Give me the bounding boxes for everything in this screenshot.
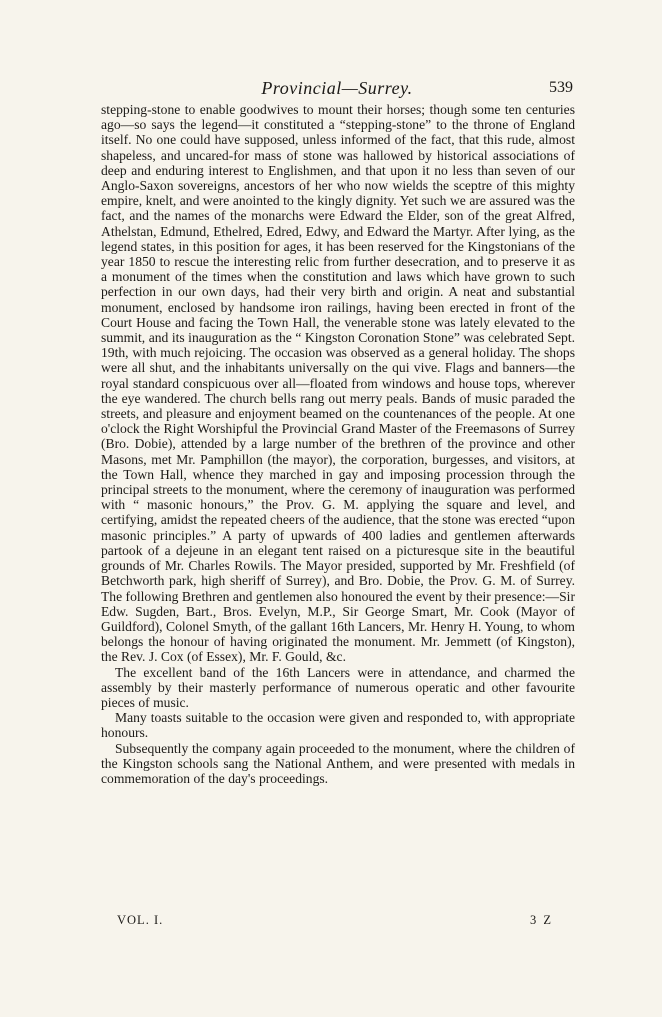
paragraph-band: The excellent band of the 16th Lancers were in attendance, and charmed the assembly by their masterly performance of numerous operatic and other favourite pieces of music. [101, 664, 575, 710]
volume-label: VOL. I. [117, 913, 164, 927]
paragraph-toasts: Many toasts suitable to the occasion were given and responded to, with appropriate honours. [101, 710, 575, 741]
paragraph-proceedings: Subsequently the company again proceeded to the monument, where the children of the Kingston schools sang the National Anthem, and were presented with medals in commemoration of the day's proceedings. [101, 740, 575, 786]
running-header [101, 78, 573, 100]
signature-mark: 3 Z [529, 913, 553, 927]
page-footer [117, 913, 553, 931]
paragraph-main: stepping-stone to enable goodwives to mount their horses; though some ten centuries ago—so says the legend—it constituted a “stepping-stone” to the throne of England itself. No one could have supposed, unless informed of the fact, that this rude, almost shapeless, and uncared-for mass of stone was hallowed by historical associations of deep and enduring interest to Englishmen, and that upon it no less than seven of our Anglo-Saxon sovereigns, ancestors of her who now wields the sceptre of this mighty empire, knelt, and were anointed to the kingly dignity. Yet such we are assured was the fact, and the names of the monarchs were Edward the Elder, son of the great Alfred, Athelstan, Edmund, Ethelred, Edred, Edwy, and Edward the Martyr. After lying, as the legend states, in this position for ages, it has been reserved for the Kingstonians of the year 1850 to rescue the interesting relic from further desecration, and to preserve it as a monument of the times when the constitution and laws which have grown to such perfection in our own days, had their very birth and origin. A neat and substantial monument, enclosed by handsome iron railings, having been erected in front of the Court House and facing the Town Hall, the venerable stone was lately elevated to the summit, and its inauguration as the “ Kingston Coronation Stone” was celebrated Sept. 19th, with much rejoicing. The occasion was observed as a general holiday. The shops were all shut, and the inhabitants universally on the qui vive. Flags and banners—the royal standard conspicuous over all—floated from windows and house tops, wherever the eye wandered. The church bells rang out merry peals. Bands of music paraded the streets, and pleasure and enjoyment beamed on the countenances of the people. At one o'clock the Right Worshipful the Provincial Grand Master of the Freemasons of Surrey (Bro. Dobie), attended by a large number of the brethren of the province and other Masons, met Mr. Pamphillon (the mayor), the corporation, burgesses, and visitors, at the Town Hall, whence they marched in gay and imposing procession through the principal streets to the monument, where the ceremony of inauguration was performed with “ masonic honours,” the Prov. G. M. applying the square and level, and certifying, amidst the repeated cheers of the audience, that the stone was erected “upon masonic principles.” A party of upwards of 400 ladies and gentlemen afterwards partook of a dejeune in an elegant tent raised on a picturesque site in the beautiful grounds of Mr. Charles Rowils. The Mayor presided, supported by Mr. Freshfield (of Betchworth park, high sheriff of Surrey), and Bro. Dobie, the Prov. G. M. of Surrey. The following Brethren and gentlemen also honoured the event by their presence:—Sir Edw. Sugden, Bart., Bros. Evelyn, M.P., Sir George Smart, Mr. Cook (Mayor of Guildford), Colonel Smyth, of the gallant 16th Lancers, Mr. Henry H. Young, to whom belongs the honour of having originated the monument. Mr. Jemmett (of Kingston), the Rev. J. Cox (of Essex), Mr. F. Gould, &c. [101, 102, 575, 665]
running-title: Provincial—Surrey. [261, 78, 413, 98]
body-text [101, 102, 575, 786]
page-number: 539 [549, 79, 573, 96]
